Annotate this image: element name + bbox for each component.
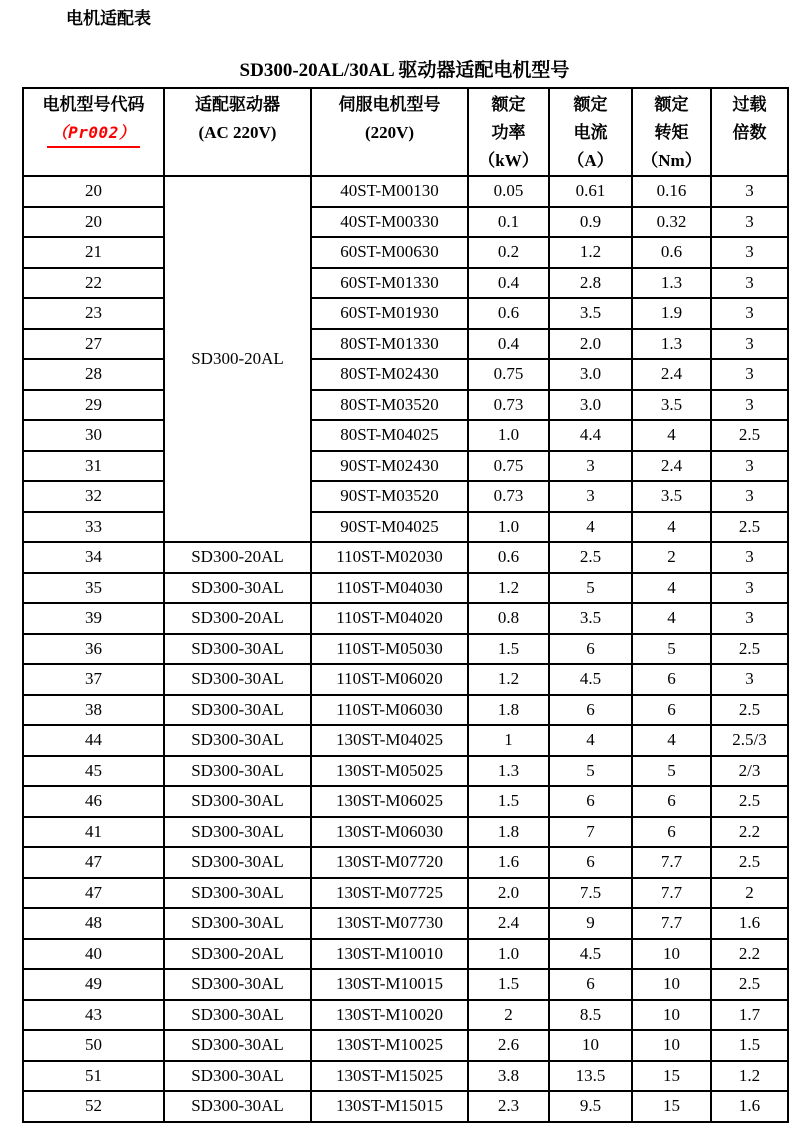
cell-rated-power: 0.4 (468, 268, 549, 299)
cell-motor-model: 130ST-M07730 (311, 908, 468, 939)
table-row (23, 573, 788, 604)
table-row (23, 939, 788, 970)
header-motor-model (311, 88, 468, 176)
cell-motor-code: 52 (23, 1091, 164, 1122)
cell-driver-merged: SD300-20AL (164, 176, 311, 542)
cell-driver: SD300-30AL (164, 1061, 311, 1092)
cell-motor-model: 80ST-M02430 (311, 359, 468, 390)
cell-rated-current: 5 (549, 756, 632, 787)
cell-rated-torque: 6 (632, 695, 711, 726)
cell-overload: 2.2 (711, 939, 788, 970)
cell-motor-model: 110ST-M06030 (311, 695, 468, 726)
cell-overload: 2.5 (711, 786, 788, 817)
table-row (23, 329, 788, 360)
cell-rated-current: 3.5 (549, 298, 632, 329)
cell-motor-model: 130ST-M06025 (311, 786, 468, 817)
cell-rated-current: 6 (549, 634, 632, 665)
cell-rated-torque: 5 (632, 634, 711, 665)
cell-rated-power: 1.0 (468, 512, 549, 543)
cell-rated-current: 4 (549, 725, 632, 756)
cell-motor-model: 90ST-M04025 (311, 512, 468, 543)
cell-driver: SD300-30AL (164, 847, 311, 878)
cell-rated-power: 1.5 (468, 969, 549, 1000)
cell-overload: 3 (711, 664, 788, 695)
cell-rated-torque: 2.4 (632, 451, 711, 482)
cell-driver: SD300-30AL (164, 725, 311, 756)
cell-rated-power: 1.5 (468, 634, 549, 665)
table-row (23, 512, 788, 543)
table-row (23, 786, 788, 817)
cell-motor-model: 90ST-M03520 (311, 481, 468, 512)
cell-motor-code: 50 (23, 1030, 164, 1061)
header-overload: 过载 倍数 (711, 88, 788, 176)
cell-motor-model: 110ST-M04020 (311, 603, 468, 634)
cell-rated-torque: 4 (632, 725, 711, 756)
cell-motor-code: 34 (23, 542, 164, 573)
cell-motor-code: 36 (23, 634, 164, 665)
cell-rated-power: 0.75 (468, 359, 549, 390)
table-row (23, 481, 788, 512)
table-row (23, 725, 788, 756)
cell-driver: SD300-30AL (164, 786, 311, 817)
cell-rated-torque: 7.7 (632, 847, 711, 878)
cell-driver: SD300-30AL (164, 817, 311, 848)
table-row (23, 695, 788, 726)
cell-rated-power: 0.75 (468, 451, 549, 482)
cell-rated-current: 4 (549, 512, 632, 543)
cell-driver: SD300-20AL (164, 603, 311, 634)
cell-rated-current: 7 (549, 817, 632, 848)
cell-rated-torque: 10 (632, 1030, 711, 1061)
cell-rated-power: 2.6 (468, 1030, 549, 1061)
cell-rated-power: 1.6 (468, 847, 549, 878)
cell-overload: 3 (711, 359, 788, 390)
cell-motor-model: 130ST-M15025 (311, 1061, 468, 1092)
cell-rated-current: 4.5 (549, 939, 632, 970)
header-driver-label: 适配驱动器 (195, 95, 280, 114)
cell-rated-torque: 4 (632, 512, 711, 543)
cell-rated-current: 6 (549, 786, 632, 817)
cell-motor-model: 130ST-M10020 (311, 1000, 468, 1031)
cell-rated-current: 5 (549, 573, 632, 604)
table-row (23, 298, 788, 329)
cell-rated-current: 10 (549, 1030, 632, 1061)
table-row (23, 908, 788, 939)
cell-motor-model: 40ST-M00330 (311, 207, 468, 238)
cell-motor-model: 130ST-M10015 (311, 969, 468, 1000)
cell-overload: 3 (711, 176, 788, 207)
header-driver (164, 88, 311, 176)
cell-rated-torque: 10 (632, 939, 711, 970)
cell-rated-power: 2.3 (468, 1091, 549, 1122)
cell-motor-model: 110ST-M05030 (311, 634, 468, 665)
cell-motor-code: 44 (23, 725, 164, 756)
cell-rated-torque: 2 (632, 542, 711, 573)
cell-motor-code: 28 (23, 359, 164, 390)
cell-driver: SD300-30AL (164, 1030, 311, 1061)
cell-overload: 2 (711, 878, 788, 909)
cell-overload: 3 (711, 603, 788, 634)
cell-rated-torque: 0.32 (632, 207, 711, 238)
header-motor-code-label: 电机型号代码 (42, 95, 145, 114)
cell-overload: 3 (711, 237, 788, 268)
cell-motor-code: 45 (23, 756, 164, 787)
cell-motor-code: 48 (23, 908, 164, 939)
cell-rated-current: 7.5 (549, 878, 632, 909)
cell-driver: SD300-30AL (164, 969, 311, 1000)
cell-motor-model: 80ST-M03520 (311, 390, 468, 421)
header-motor-model-label: 伺服电机型号 (338, 95, 441, 114)
header-row (23, 88, 788, 176)
cell-rated-current: 3 (549, 481, 632, 512)
table-row (23, 542, 788, 573)
cell-rated-current: 6 (549, 969, 632, 1000)
cell-rated-power: 0.73 (468, 481, 549, 512)
table-row (23, 451, 788, 482)
cell-motor-code: 38 (23, 695, 164, 726)
cell-rated-power: 1.3 (468, 756, 549, 787)
cell-driver: SD300-30AL (164, 1000, 311, 1031)
cell-motor-code: 41 (23, 817, 164, 848)
table-row (23, 1000, 788, 1031)
cell-rated-current: 2.8 (549, 268, 632, 299)
cell-rated-torque: 1.3 (632, 329, 711, 360)
cell-motor-code: 39 (23, 603, 164, 634)
cell-rated-torque: 3.5 (632, 390, 711, 421)
cell-overload: 1.6 (711, 908, 788, 939)
cell-rated-current: 9.5 (549, 1091, 632, 1122)
cell-rated-power: 1.0 (468, 420, 549, 451)
cell-overload: 1.5 (711, 1030, 788, 1061)
cell-motor-code: 43 (23, 1000, 164, 1031)
cell-motor-code: 46 (23, 786, 164, 817)
cell-motor-model: 130ST-M10025 (311, 1030, 468, 1061)
cell-rated-current: 9 (549, 908, 632, 939)
cell-rated-power: 0.1 (468, 207, 549, 238)
cell-motor-model: 60ST-M01330 (311, 268, 468, 299)
cell-rated-power: 1.5 (468, 786, 549, 817)
cell-motor-model: 60ST-M01930 (311, 298, 468, 329)
cell-rated-current: 1.2 (549, 237, 632, 268)
cell-driver: SD300-30AL (164, 573, 311, 604)
cell-motor-code: 30 (23, 420, 164, 451)
cell-motor-code: 22 (23, 268, 164, 299)
cell-rated-power: 2.4 (468, 908, 549, 939)
cell-overload: 3 (711, 542, 788, 573)
table-row (23, 359, 788, 390)
cell-rated-torque: 6 (632, 817, 711, 848)
page-title: 电机适配表 (66, 9, 151, 29)
cell-overload: 2.5 (711, 847, 788, 878)
cell-overload: 3 (711, 481, 788, 512)
table-row (23, 878, 788, 909)
cell-overload: 2.5/3 (711, 725, 788, 756)
cell-rated-current: 3.5 (549, 603, 632, 634)
cell-rated-current: 3 (549, 451, 632, 482)
cell-motor-model: 40ST-M00130 (311, 176, 468, 207)
table-row (23, 603, 788, 634)
cell-motor-model: 110ST-M06020 (311, 664, 468, 695)
table-row (23, 1091, 788, 1122)
cell-rated-power: 0.4 (468, 329, 549, 360)
cell-motor-code: 40 (23, 939, 164, 970)
cell-overload: 1.7 (711, 1000, 788, 1031)
cell-motor-code: 23 (23, 298, 164, 329)
table-row (23, 756, 788, 787)
cell-motor-code: 27 (23, 329, 164, 360)
cell-driver: SD300-30AL (164, 878, 311, 909)
cell-motor-code: 35 (23, 573, 164, 604)
cell-driver: SD300-30AL (164, 756, 311, 787)
cell-rated-current: 0.61 (549, 176, 632, 207)
table-row (23, 420, 788, 451)
motor-adaptation-table (22, 87, 789, 1123)
cell-rated-torque: 7.7 (632, 908, 711, 939)
cell-driver: SD300-30AL (164, 634, 311, 665)
cell-rated-torque: 0.6 (632, 237, 711, 268)
table-row (23, 207, 788, 238)
table-row (23, 176, 788, 207)
cell-rated-power: 0.6 (468, 542, 549, 573)
cell-motor-code: 21 (23, 237, 164, 268)
cell-rated-torque: 15 (632, 1091, 711, 1122)
cell-rated-power: 0.05 (468, 176, 549, 207)
cell-motor-code: 32 (23, 481, 164, 512)
cell-motor-code: 29 (23, 390, 164, 421)
cell-motor-model: 130ST-M05025 (311, 756, 468, 787)
cell-driver: SD300-30AL (164, 695, 311, 726)
cell-rated-current: 3.0 (549, 390, 632, 421)
cell-motor-code: 47 (23, 878, 164, 909)
cell-rated-current: 8.5 (549, 1000, 632, 1031)
table-row (23, 817, 788, 848)
cell-rated-current: 3.0 (549, 359, 632, 390)
cell-rated-torque: 3.5 (632, 481, 711, 512)
cell-motor-model: 80ST-M01330 (311, 329, 468, 360)
table-row (23, 268, 788, 299)
header-driver-voltage: (AC 220V) (198, 123, 277, 142)
cell-motor-model: 130ST-M06030 (311, 817, 468, 848)
cell-overload: 3 (711, 207, 788, 238)
cell-rated-power: 0.8 (468, 603, 549, 634)
table-row (23, 1061, 788, 1092)
cell-rated-torque: 10 (632, 969, 711, 1000)
table-row (23, 969, 788, 1000)
pr002-parameter-code: （Pr002） (47, 121, 141, 148)
cell-motor-code: 49 (23, 969, 164, 1000)
cell-motor-code: 31 (23, 451, 164, 482)
cell-overload: 2.5 (711, 512, 788, 543)
cell-rated-power: 1 (468, 725, 549, 756)
header-motor-model-voltage: (220V) (364, 123, 415, 142)
cell-rated-power: 1.2 (468, 573, 549, 604)
cell-overload: 1.2 (711, 1061, 788, 1092)
cell-motor-model: 60ST-M00630 (311, 237, 468, 268)
cell-rated-torque: 10 (632, 1000, 711, 1031)
cell-overload: 3 (711, 390, 788, 421)
cell-rated-current: 6 (549, 847, 632, 878)
cell-motor-code: 51 (23, 1061, 164, 1092)
table-caption: SD300-20AL/30AL 驱动器适配电机型号 (239, 60, 570, 81)
cell-rated-current: 4.5 (549, 664, 632, 695)
cell-rated-power: 1.2 (468, 664, 549, 695)
cell-rated-torque: 6 (632, 786, 711, 817)
table-row (23, 237, 788, 268)
cell-overload: 3 (711, 329, 788, 360)
cell-rated-current: 2.5 (549, 542, 632, 573)
cell-driver: SD300-30AL (164, 664, 311, 695)
cell-overload: 3 (711, 451, 788, 482)
cell-rated-power: 0.2 (468, 237, 549, 268)
cell-rated-torque: 5 (632, 756, 711, 787)
cell-rated-torque: 15 (632, 1061, 711, 1092)
cell-overload: 1.6 (711, 1091, 788, 1122)
cell-motor-model: 130ST-M15015 (311, 1091, 468, 1122)
cell-motor-model: 110ST-M02030 (311, 542, 468, 573)
cell-rated-current: 6 (549, 695, 632, 726)
cell-rated-current: 13.5 (549, 1061, 632, 1092)
document-page (0, 9, 808, 1123)
cell-motor-code: 47 (23, 847, 164, 878)
cell-rated-current: 4.4 (549, 420, 632, 451)
cell-motor-code: 20 (23, 207, 164, 238)
table-row (23, 390, 788, 421)
cell-rated-torque: 1.9 (632, 298, 711, 329)
cell-overload: 3 (711, 298, 788, 329)
cell-overload: 3 (711, 268, 788, 299)
cell-rated-current: 0.9 (549, 207, 632, 238)
cell-rated-torque: 4 (632, 573, 711, 604)
cell-rated-power: 2.0 (468, 878, 549, 909)
cell-motor-model: 80ST-M04025 (311, 420, 468, 451)
table-row (23, 847, 788, 878)
cell-overload: 2.2 (711, 817, 788, 848)
cell-motor-model: 110ST-M04030 (311, 573, 468, 604)
cell-motor-model: 130ST-M07720 (311, 847, 468, 878)
cell-rated-torque: 4 (632, 603, 711, 634)
cell-overload: 2.5 (711, 969, 788, 1000)
cell-overload: 3 (711, 573, 788, 604)
cell-driver: SD300-20AL (164, 939, 311, 970)
header-rated-current: 额定 电流 （A） (549, 88, 632, 176)
cell-motor-model: 130ST-M07725 (311, 878, 468, 909)
cell-rated-power: 1.0 (468, 939, 549, 970)
cell-rated-power: 3.8 (468, 1061, 549, 1092)
cell-rated-torque: 6 (632, 664, 711, 695)
cell-motor-code: 20 (23, 176, 164, 207)
cell-rated-torque: 2.4 (632, 359, 711, 390)
cell-motor-code: 37 (23, 664, 164, 695)
cell-rated-torque: 1.3 (632, 268, 711, 299)
cell-driver: SD300-20AL (164, 542, 311, 573)
cell-overload: 2.5 (711, 634, 788, 665)
header-rated-power: 额定 功率 （kW） (468, 88, 549, 176)
cell-rated-power: 1.8 (468, 695, 549, 726)
cell-overload: 2.5 (711, 420, 788, 451)
cell-rated-torque: 0.16 (632, 176, 711, 207)
cell-motor-model: 130ST-M10010 (311, 939, 468, 970)
cell-overload: 2/3 (711, 756, 788, 787)
cell-driver: SD300-30AL (164, 908, 311, 939)
cell-rated-power: 1.8 (468, 817, 549, 848)
header-rated-torque: 额定 转矩 （Nm） (632, 88, 711, 176)
cell-rated-torque: 7.7 (632, 878, 711, 909)
cell-rated-current: 2.0 (549, 329, 632, 360)
header-motor-code (23, 88, 164, 176)
table-row (23, 634, 788, 665)
cell-rated-power: 0.73 (468, 390, 549, 421)
cell-rated-torque: 4 (632, 420, 711, 451)
cell-motor-code: 33 (23, 512, 164, 543)
cell-motor-model: 130ST-M04025 (311, 725, 468, 756)
cell-rated-power: 2 (468, 1000, 549, 1031)
cell-overload: 2.5 (711, 695, 788, 726)
cell-motor-model: 90ST-M02430 (311, 451, 468, 482)
table-header (23, 88, 788, 176)
table-row (23, 1030, 788, 1061)
table-row (23, 664, 788, 695)
cell-rated-power: 0.6 (468, 298, 549, 329)
cell-driver: SD300-30AL (164, 1091, 311, 1122)
table-body (23, 176, 788, 1122)
